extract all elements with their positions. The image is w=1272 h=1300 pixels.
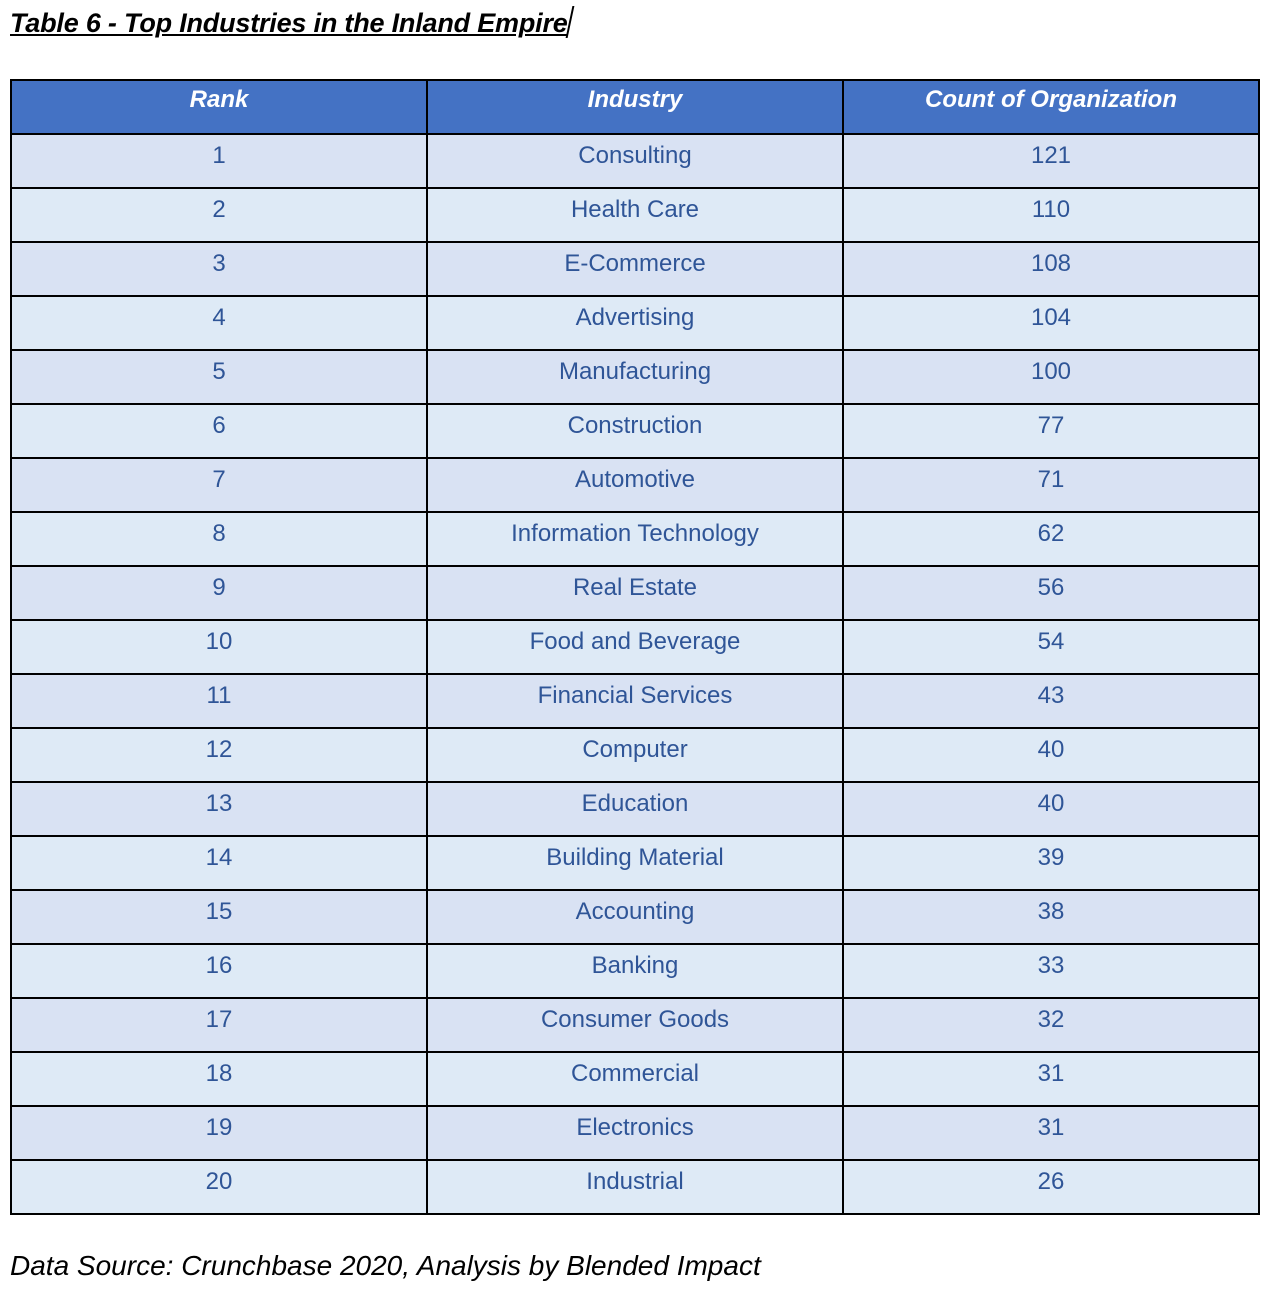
count-cell: 62 [843,512,1259,566]
rank-cell: 2 [11,188,427,242]
rank-cell: 16 [11,944,427,998]
count-cell: 32 [843,998,1259,1052]
count-cell: 71 [843,458,1259,512]
rank-cell: 5 [11,350,427,404]
count-cell: 31 [843,1106,1259,1160]
header-rank: Rank [11,80,427,134]
count-cell: 31 [843,1052,1259,1106]
rank-cell: 20 [11,1160,427,1214]
header-count: Count of Organization [843,80,1259,134]
industry-cell: Health Care [427,188,843,242]
industry-cell: Industrial [427,1160,843,1214]
rank-cell: 11 [11,674,427,728]
industry-cell: Accounting [427,890,843,944]
table-row [11,404,1259,458]
table-row [11,620,1259,674]
rank-cell: 8 [11,512,427,566]
table-row [11,134,1259,188]
count-cell: 38 [843,890,1259,944]
industry-cell: Financial Services [427,674,843,728]
rank-cell: 12 [11,728,427,782]
count-cell: 43 [843,674,1259,728]
industry-cell: Information Technology [427,512,843,566]
count-cell: 40 [843,782,1259,836]
count-cell: 56 [843,566,1259,620]
count-cell: 110 [843,188,1259,242]
industry-cell: Food and Beverage [427,620,843,674]
table-row [11,836,1259,890]
rank-cell: 1 [11,134,427,188]
rank-cell: 19 [11,1106,427,1160]
data-source-note: Data Source: Crunchbase 2020, Analysis by Blended Impact [10,1250,761,1281]
table-row [11,458,1259,512]
industry-cell: Education [427,782,843,836]
table-row [11,674,1259,728]
industry-cell: Banking [427,944,843,998]
rank-cell: 15 [11,890,427,944]
header-row [11,80,1259,134]
count-cell: 121 [843,134,1259,188]
table-row [11,728,1259,782]
count-cell: 104 [843,296,1259,350]
count-cell: 40 [843,728,1259,782]
rank-cell: 14 [11,836,427,890]
table-row [11,1160,1259,1214]
industry-cell: Consulting [427,134,843,188]
table-row [11,566,1259,620]
count-cell: 77 [843,404,1259,458]
count-cell: 39 [843,836,1259,890]
table-row [11,944,1259,998]
count-cell: 108 [843,242,1259,296]
table-title [10,6,571,39]
table-row [11,350,1259,404]
rank-cell: 3 [11,242,427,296]
count-cell: 33 [843,944,1259,998]
industry-cell: Advertising [427,296,843,350]
industry-cell: Consumer Goods [427,998,843,1052]
industries-table [10,79,1260,1215]
table-row [11,998,1259,1052]
industry-cell: Commercial [427,1052,843,1106]
industry-cell: Building Material [427,836,843,890]
industry-cell: E-Commerce [427,242,843,296]
table-row [11,890,1259,944]
table-row [11,1106,1259,1160]
rank-cell: 4 [11,296,427,350]
count-cell: 100 [843,350,1259,404]
table-row [11,296,1259,350]
table-row [11,782,1259,836]
table-body [11,134,1259,1214]
header-industry: Industry [427,80,843,134]
rank-cell: 7 [11,458,427,512]
rank-cell: 9 [11,566,427,620]
table-row [11,1052,1259,1106]
table-row [11,242,1259,296]
industry-cell: Construction [427,404,843,458]
count-cell: 54 [843,620,1259,674]
industry-cell: Automotive [427,458,843,512]
table-title-text: Table 6 - Top Industries in the Inland Empire [10,8,568,38]
table-row [11,188,1259,242]
industry-cell: Manufacturing [427,350,843,404]
count-cell: 26 [843,1160,1259,1214]
industry-cell: Electronics [427,1106,843,1160]
rank-cell: 18 [11,1052,427,1106]
industry-cell: Computer [427,728,843,782]
table-row [11,512,1259,566]
rank-cell: 10 [11,620,427,674]
industry-cell: Real Estate [427,566,843,620]
rank-cell: 6 [11,404,427,458]
rank-cell: 13 [11,782,427,836]
rank-cell: 17 [11,998,427,1052]
